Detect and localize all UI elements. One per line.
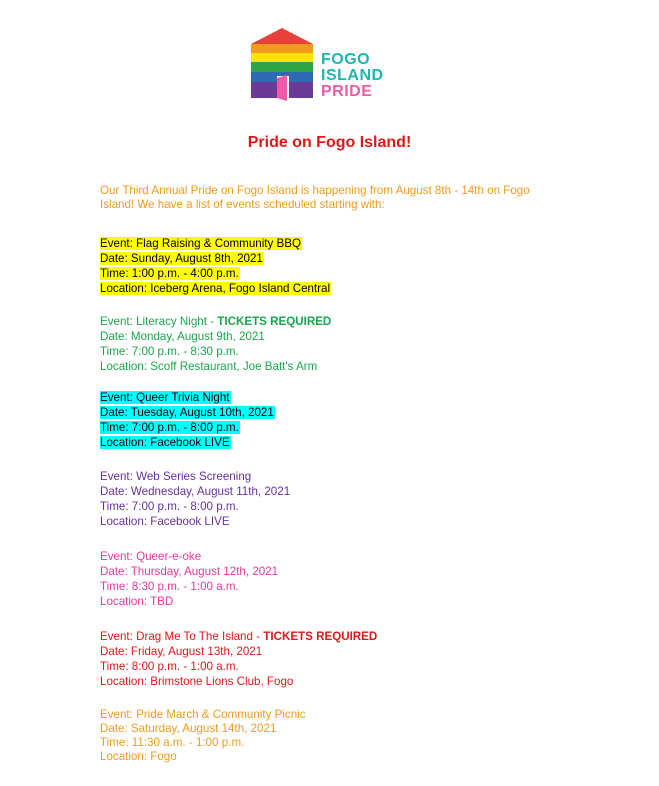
- event-location: Location: Brimstone Lions Club, Fogo: [100, 675, 294, 688]
- event-location: Location: Facebook LIVE: [100, 515, 230, 528]
- event-block-queer-trivia: [100, 390, 275, 450]
- event-block-flag-raising: [100, 236, 331, 296]
- event-block-web-series: [100, 469, 290, 529]
- event-time: Time: 8:30 p.m. - 1:00 a.m.: [100, 580, 239, 593]
- event-name: Event: Web Series Screening: [100, 470, 252, 483]
- logo-word-pride: PRIDE: [321, 83, 373, 100]
- event-time: Time: 7:00 p.m. - 8:00 p.m.: [100, 500, 239, 513]
- logo-word-island: ISLAND: [321, 67, 384, 84]
- event-date: Date: Sunday, August 8th, 2021: [100, 252, 263, 265]
- event-location: Location: Fogo: [100, 750, 177, 763]
- logo-word-fogo: FOGO: [321, 51, 371, 68]
- event-block-pride-march: [100, 708, 306, 764]
- tickets-required-label: TICKETS REQUIRED: [217, 315, 332, 328]
- event-location: Location: Scoff Restaurant, Joe Batt's Arm: [100, 360, 318, 373]
- event-name: Event: Drag Me To The Island -: [100, 630, 264, 643]
- intro-paragraph: Our Third Annual Pride on Fogo Island is happening from August 8th - 14th on Fogo Island! We have a list of events scheduled starting with:: [100, 184, 530, 211]
- event-date: Date: Tuesday, August 10th, 2021: [100, 406, 274, 419]
- event-block-literacy-night: [100, 314, 331, 374]
- event-time: Time: 1:00 p.m. - 4:00 p.m.: [100, 267, 239, 280]
- event-name: Event: Queer-e-oke: [100, 550, 202, 563]
- page-title: Pride on Fogo Island!: [247, 134, 412, 151]
- event-block-drag-me: [100, 629, 377, 689]
- event-time: Time: 8:00 p.m. - 1:00 a.m.: [100, 660, 239, 673]
- event-time: Time: 7:00 p.m. - 8:00 p.m.: [100, 421, 239, 434]
- event-location: Location: Iceberg Arena, Fogo Island Central: [100, 282, 331, 295]
- event-date: Date: Thursday, August 12th, 2021: [100, 565, 279, 578]
- event-name: Event: Literacy Night -: [100, 315, 218, 328]
- event-time: Time: 11:30 a.m. - 1:00 p.m.: [100, 736, 245, 749]
- tickets-required-label: TICKETS REQUIRED: [263, 630, 378, 643]
- event-date: Date: Wednesday, August 11th, 2021: [100, 485, 291, 498]
- event-date: Date: Saturday, August 14th, 2021: [100, 722, 277, 735]
- rainbow-house-icon: [249, 26, 315, 102]
- event-location: Location: TBD: [100, 595, 174, 608]
- event-name: Event: Pride March & Community Picnic: [100, 708, 306, 721]
- fogo-island-pride-logo: [249, 26, 409, 102]
- event-location: Location: Facebook LIVE: [100, 436, 230, 449]
- event-date: Date: Monday, August 9th, 2021: [100, 330, 265, 343]
- event-time: Time: 7:00 p.m. - 8:30 p.m.: [100, 345, 239, 358]
- event-date: Date: Friday, August 13th, 2021: [100, 645, 263, 658]
- event-name: Event: Queer Trivia Night: [100, 391, 230, 404]
- event-block-queer-e-oke: [100, 549, 278, 609]
- event-name: Event: Flag Raising & Community BBQ: [100, 237, 302, 250]
